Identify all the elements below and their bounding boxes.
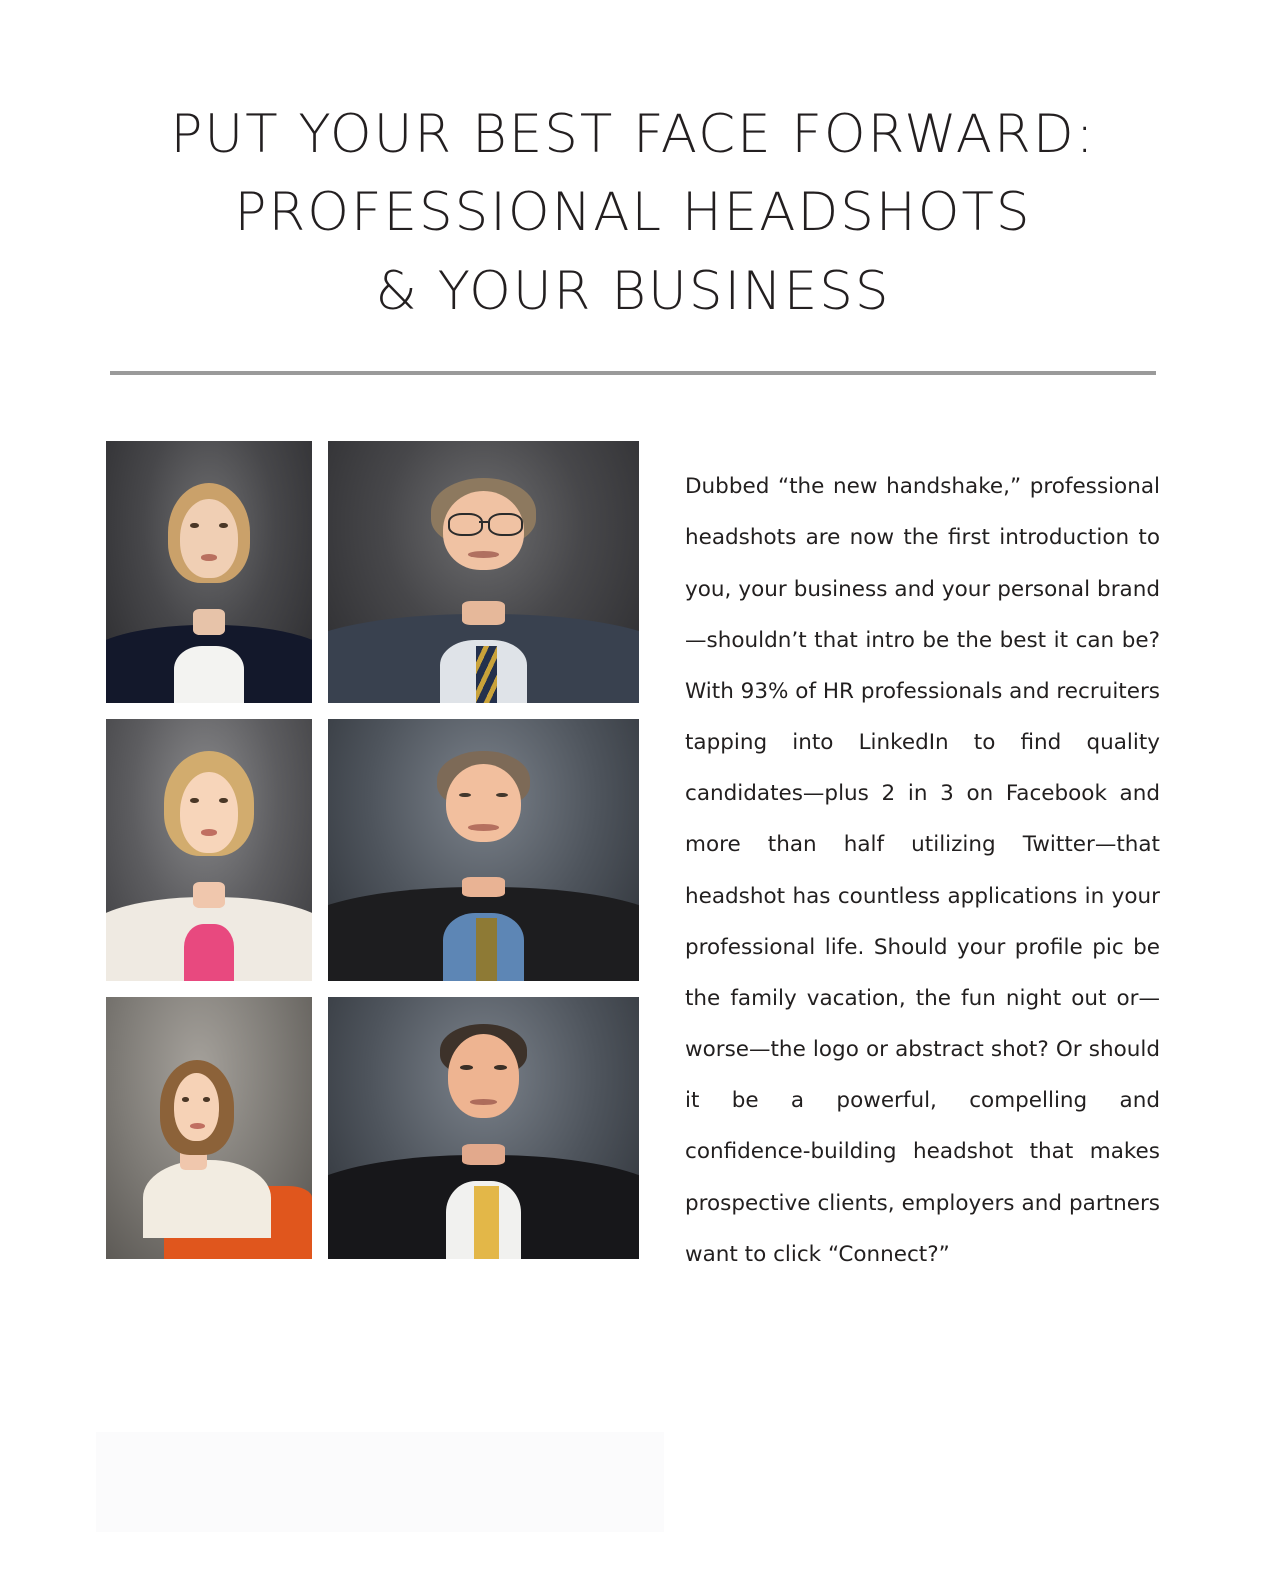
headshot-woman-white-blazer — [106, 719, 312, 981]
page-title — [0, 0, 1266, 331]
article-paragraph: Dubbed “the new handshake,” professional headshots are now the first introduction to you, your business and your personal brand—shouldn’t that intro be the best it can be? With 93% of HR professionals and recruiters tapping into LinkedIn to find quality candidates—plus 2 in 3 on Facebook and more than half utilizing Twitter—that headshot has countless applications in your professional life. Should your profile pic be the family vacation, the fun night out or—worse—the logo or abstract shot? Or should it be a powerful, compelling and confidence-building headshot that makes prospective clients, employers and partners want to click “Connect?” — [685, 474, 1160, 1267]
headshot-woman-orange-chair — [106, 997, 312, 1259]
title-line-1: PUT YOUR BEST FACE FORWARD: — [170, 104, 1096, 165]
title-line-2: PROFESSIONAL HEADSHOTS — [234, 182, 1032, 244]
headshot-man-glasses-striped-tie — [328, 441, 639, 703]
gallery-row — [106, 441, 639, 703]
headshot-man-blue-shirt-patterned-tie — [328, 719, 639, 981]
headshot-woman-dark-suit — [106, 441, 312, 703]
title-line-3: & YOUR BUSINESS — [375, 260, 891, 322]
footer-band — [96, 1432, 664, 1532]
headshot-man-gold-tie — [328, 997, 639, 1259]
gallery-row — [106, 719, 639, 981]
gallery-row — [106, 997, 639, 1259]
article-body — [0, 375, 1266, 1280]
article-text-column — [685, 441, 1160, 1280]
headshot-gallery — [106, 441, 639, 1259]
